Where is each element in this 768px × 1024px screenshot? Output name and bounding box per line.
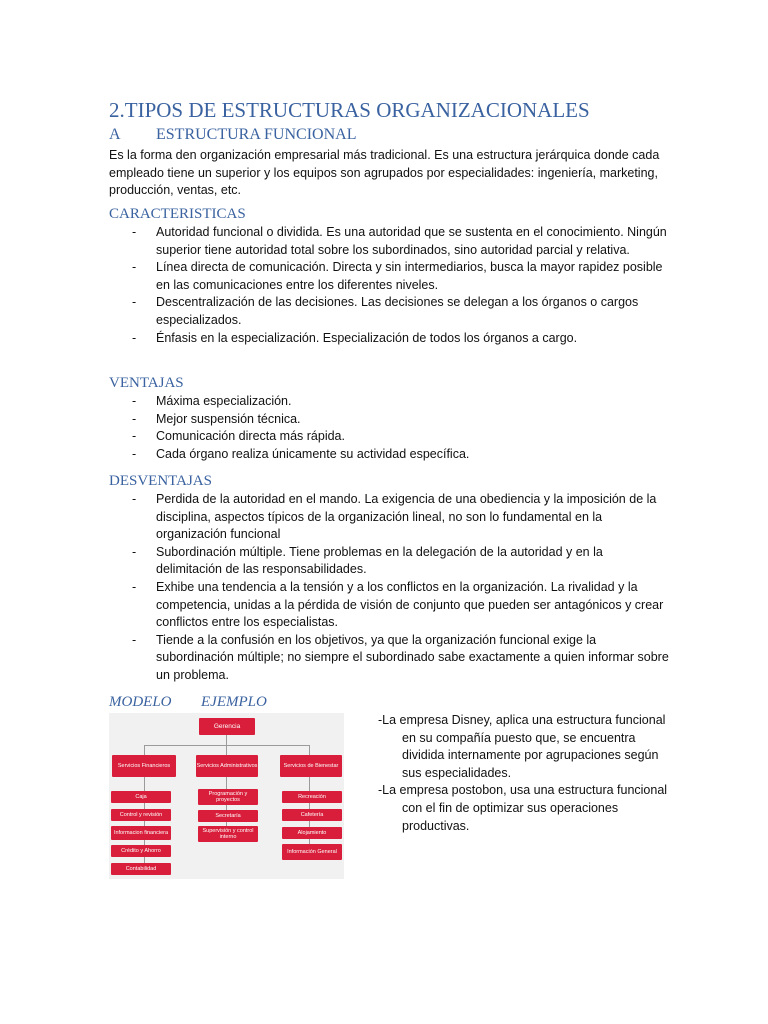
org-box-item: Informacion financiera (111, 826, 171, 840)
connector-line (226, 735, 227, 745)
org-chart-image (109, 713, 344, 879)
modelo-ejemplo-labels (109, 694, 267, 711)
org-box-item: Cafetería (282, 809, 342, 821)
connector-line (144, 745, 310, 746)
list-item: - Cada órgano realiza únicamente su actividad específica. (132, 446, 470, 461)
org-box-item: Información General (282, 844, 342, 860)
org-box-item: Contabilidad (111, 863, 171, 875)
org-box-item: Secretaría (198, 810, 258, 822)
examples-block (378, 712, 678, 835)
example-paragraph: -La empresa Disney, aplica una estructura funcional en su compañía puesto que, se encuentra dividida internamente por agrupaciones según sus especialidades. (378, 713, 666, 780)
org-box-item: Control y revisión (111, 809, 171, 821)
org-box-head: Servicios Financieros (112, 755, 176, 777)
caracteristicas-heading: CARACTERISTICAS (109, 206, 246, 222)
ejemplo-label: EJEMPLO (201, 694, 267, 710)
connector-line (226, 745, 227, 755)
connector-line (144, 745, 145, 755)
list-item: - Descentralización de las decisiones. Las decisiones se delegan a los órganos o cargos especializados. (132, 295, 639, 327)
intro-paragraph: Es la forma den organización empresarial más tradicional. Es una estructura jerárquica donde cada empleado tiene un superior y los equipos son agrupados por especialidades: ingeniería, marketing, producción, ventas, etc. (109, 148, 660, 197)
list-item: - Exhibe una tendencia a la tensión y a los conflictos en la organización. La rivalidad y la competencia, unidas a la pérdida de visión de conjunto que pueden ser antagónicos y crear conflictos entre los especialistas. (132, 579, 664, 630)
modelo-label: MODELO (109, 694, 172, 710)
list-item: - Subordinación múltiple. Tiene problemas en la delegación de la autoridad y en la delimitación de las responsabilidades. (132, 544, 603, 577)
org-box-head: Servicios de Bienestar (280, 755, 342, 777)
list-item: - Máxima especialización. (132, 394, 292, 408)
org-box-item: Caja (111, 791, 171, 803)
list-item: - Línea directa de comunicación. Directa y sin intermediarios, busca la mayor rapidez posible en las comunicaciones entre los diferentes niveles. (132, 260, 663, 292)
list-item: - Tiende a la confusión en los objetivos, ya que la organización funcional exige la subordinación múltiple; no siempre el subordinado sabe exactamente a quien informar sobre un problema. (132, 632, 669, 682)
org-box-item: Crédito y Ahorro (111, 845, 171, 857)
org-box-item: Alojamiento (282, 827, 342, 839)
list-item: - Comunicación directa más rápida. (132, 429, 345, 444)
section-title: ESTRUCTURA FUNCIONAL (156, 126, 357, 143)
org-box-item: Supervisión y control interno (198, 826, 258, 842)
section-letter: A (109, 126, 121, 143)
org-box-item: Programación y proyectos (198, 789, 258, 805)
example-paragraph: -La empresa postobon, usa una estructura funcional con el fin de optimizar sus operaciones productivas. (378, 783, 668, 833)
ventajas-heading: VENTAJAS (109, 375, 184, 391)
list-item: - Autoridad funcional o dividida. Es una autoridad que se sustenta en el conocimiento. Ningún superior tiene autoridad total sobre los subordinados, sino autoridad parcial y relativa. (132, 225, 667, 257)
connector-line (309, 745, 310, 755)
org-box-item: Recreación (282, 791, 342, 803)
caracteristicas-list (109, 224, 669, 347)
org-box-top: Gerencia (199, 718, 255, 735)
page-title: 2.TIPOS DE ESTRUCTURAS ORGANIZACIONALES (109, 98, 590, 122)
org-box-head: Servicios Administrativos (196, 755, 258, 777)
desventajas-list (109, 491, 669, 685)
section-heading (109, 126, 356, 144)
desventajas-heading: DESVENTAJAS (109, 473, 212, 489)
list-item: - Perdida de la autoridad en el mando. La exigencia de una obediencia y la imposición de la disciplina, aspectos típicos de la organización lineal, no son lo fundamental en la organización funcional (132, 492, 657, 542)
list-item: - Mejor suspensión técnica. (132, 411, 301, 426)
ventajas-list (109, 393, 669, 463)
list-item: - Énfasis en la especialización. Especialización de todos los órganos a cargo. (132, 330, 578, 345)
